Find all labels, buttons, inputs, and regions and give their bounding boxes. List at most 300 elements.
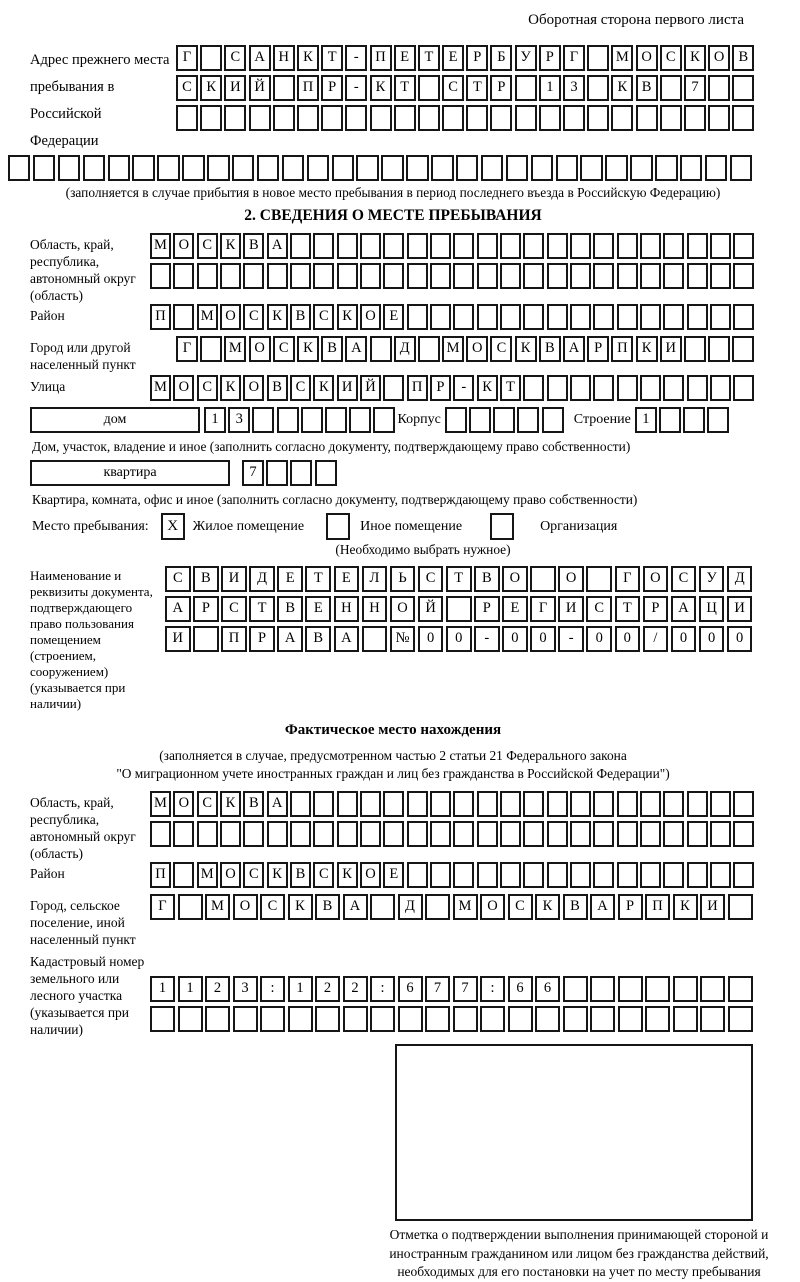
char-cell[interactable] (173, 821, 194, 847)
char-cell[interactable]: С (165, 566, 191, 592)
char-cell[interactable] (732, 105, 754, 131)
char-cell[interactable]: М (150, 233, 171, 259)
char-cell[interactable] (523, 375, 544, 401)
char-cell[interactable] (640, 263, 661, 289)
char-cell[interactable] (680, 155, 702, 181)
char-cell[interactable] (617, 791, 638, 817)
char-cell[interactable]: И (221, 566, 247, 592)
char-cell[interactable] (593, 233, 614, 259)
char-cell[interactable]: Т (615, 596, 641, 622)
char-cell[interactable] (290, 791, 311, 817)
char-cell[interactable]: С (490, 336, 512, 362)
char-cell[interactable] (617, 304, 638, 330)
char-cell[interactable]: Й (418, 596, 444, 622)
char-cell[interactable]: А (277, 626, 303, 652)
char-cell[interactable]: Г (530, 596, 556, 622)
char-cell[interactable]: 0 (699, 626, 725, 652)
char-cell[interactable] (453, 233, 474, 259)
char-cell[interactable] (337, 233, 358, 259)
char-cell[interactable] (337, 821, 358, 847)
char-cell[interactable]: Й (360, 375, 381, 401)
char-cell[interactable] (618, 976, 643, 1002)
char-cell[interactable]: П (221, 626, 247, 652)
char-cell[interactable] (220, 821, 241, 847)
char-cell[interactable] (523, 791, 544, 817)
char-cell[interactable]: К (515, 336, 537, 362)
char-cell[interactable] (663, 791, 684, 817)
char-cell[interactable] (733, 862, 754, 888)
char-cell[interactable] (708, 336, 730, 362)
char-cell[interactable] (157, 155, 179, 181)
char-cell[interactable]: О (708, 45, 730, 71)
char-cell[interactable]: Т (249, 596, 275, 622)
char-cell[interactable] (523, 233, 544, 259)
char-cell[interactable]: О (220, 862, 241, 888)
char-cell[interactable] (733, 263, 754, 289)
char-cell[interactable] (205, 1006, 230, 1032)
char-cell[interactable] (407, 263, 428, 289)
char-cell[interactable]: : (370, 976, 395, 1002)
char-cell[interactable] (477, 821, 498, 847)
char-cell[interactable] (273, 75, 295, 101)
char-cell[interactable]: В (474, 566, 500, 592)
char-cell[interactable]: В (321, 336, 343, 362)
char-cell[interactable] (733, 791, 754, 817)
char-cell[interactable]: В (305, 626, 331, 652)
char-cell[interactable] (707, 407, 729, 433)
char-cell[interactable]: О (636, 45, 658, 71)
char-cell[interactable] (418, 75, 440, 101)
char-cell[interactable]: Ь (390, 566, 416, 592)
char-cell[interactable]: Е (442, 45, 464, 71)
char-cell[interactable]: О (173, 233, 194, 259)
char-cell[interactable]: М (453, 894, 478, 920)
char-cell[interactable] (173, 263, 194, 289)
char-cell[interactable] (530, 566, 556, 592)
char-cell[interactable] (477, 862, 498, 888)
char-cell[interactable]: Т (305, 566, 331, 592)
char-cell[interactable] (360, 791, 381, 817)
char-cell[interactable]: О (390, 596, 416, 622)
char-cell[interactable] (587, 45, 609, 71)
char-cell[interactable]: - (345, 45, 367, 71)
char-cell[interactable]: 2 (205, 976, 230, 1002)
char-cell[interactable]: Р (430, 375, 451, 401)
char-cell[interactable] (173, 304, 194, 330)
char-cell[interactable] (200, 45, 222, 71)
char-cell[interactable] (547, 862, 568, 888)
char-cell[interactable] (207, 155, 229, 181)
char-cell[interactable] (687, 304, 708, 330)
char-cell[interactable] (710, 233, 731, 259)
char-cell[interactable]: Й (249, 75, 271, 101)
char-cell[interactable]: О (173, 791, 194, 817)
char-cell[interactable] (442, 105, 464, 131)
char-cell[interactable]: М (611, 45, 633, 71)
char-cell[interactable] (469, 407, 491, 433)
char-cell[interactable]: В (636, 75, 658, 101)
char-cell[interactable]: С (197, 233, 218, 259)
char-cell[interactable] (705, 155, 727, 181)
char-cell[interactable] (430, 821, 451, 847)
char-cell[interactable] (630, 155, 652, 181)
char-cell[interactable] (570, 791, 591, 817)
char-cell[interactable] (730, 155, 752, 181)
char-cell[interactable] (563, 976, 588, 1002)
char-cell[interactable] (232, 155, 254, 181)
char-cell[interactable] (249, 105, 271, 131)
char-cell[interactable]: В (563, 894, 588, 920)
char-cell[interactable] (383, 791, 404, 817)
char-cell[interactable] (313, 791, 334, 817)
char-cell[interactable] (356, 155, 378, 181)
char-cell[interactable]: Д (249, 566, 275, 592)
char-cell[interactable] (508, 1006, 533, 1032)
char-cell[interactable]: Р (643, 596, 669, 622)
char-cell[interactable]: П (370, 45, 392, 71)
char-cell[interactable]: К (220, 375, 241, 401)
char-cell[interactable] (570, 862, 591, 888)
char-cell[interactable] (313, 821, 334, 847)
char-cell[interactable]: М (205, 894, 230, 920)
char-cell[interactable]: И (700, 894, 725, 920)
char-cell[interactable]: - (558, 626, 584, 652)
char-cell[interactable]: С (313, 862, 334, 888)
char-cell[interactable] (418, 105, 440, 131)
char-cell[interactable]: О (466, 336, 488, 362)
char-cell[interactable] (673, 976, 698, 1002)
char-cell[interactable] (660, 75, 682, 101)
char-cell[interactable]: К (684, 45, 706, 71)
char-cell[interactable] (370, 105, 392, 131)
char-cell[interactable]: 6 (535, 976, 560, 1002)
char-cell[interactable] (58, 155, 80, 181)
char-cell[interactable] (645, 1006, 670, 1032)
char-cell[interactable]: И (224, 75, 246, 101)
char-cell[interactable]: № (390, 626, 416, 652)
char-cell[interactable]: С (586, 596, 612, 622)
char-cell[interactable]: И (660, 336, 682, 362)
char-cell[interactable]: П (407, 375, 428, 401)
char-cell[interactable]: А (345, 336, 367, 362)
char-cell[interactable] (687, 375, 708, 401)
char-cell[interactable]: А (267, 791, 288, 817)
char-cell[interactable]: М (442, 336, 464, 362)
char-cell[interactable] (315, 460, 337, 486)
char-cell[interactable]: Н (273, 45, 295, 71)
char-cell[interactable]: М (150, 375, 171, 401)
char-cell[interactable]: П (150, 304, 171, 330)
char-cell[interactable] (710, 821, 731, 847)
char-cell[interactable] (710, 791, 731, 817)
char-cell[interactable] (480, 1006, 505, 1032)
char-cell[interactable] (431, 155, 453, 181)
char-cell[interactable]: К (288, 894, 313, 920)
char-cell[interactable]: С (313, 304, 334, 330)
char-cell[interactable]: 6 (398, 976, 423, 1002)
char-cell[interactable] (477, 263, 498, 289)
char-cell[interactable]: Е (383, 862, 404, 888)
char-cell[interactable] (370, 336, 392, 362)
char-cell[interactable] (383, 263, 404, 289)
char-cell[interactable] (547, 375, 568, 401)
char-cell[interactable] (288, 1006, 313, 1032)
char-cell[interactable] (687, 791, 708, 817)
char-cell[interactable] (500, 791, 521, 817)
char-cell[interactable] (663, 375, 684, 401)
char-cell[interactable] (708, 105, 730, 131)
char-cell[interactable]: М (197, 862, 218, 888)
char-cell[interactable] (150, 821, 171, 847)
char-cell[interactable] (617, 233, 638, 259)
char-cell[interactable]: Т (394, 75, 416, 101)
char-cell[interactable]: Д (394, 336, 416, 362)
char-cell[interactable] (200, 105, 222, 131)
char-cell[interactable] (446, 596, 472, 622)
char-cell[interactable]: 2 (343, 976, 368, 1002)
char-cell[interactable] (593, 862, 614, 888)
char-cell[interactable]: Г (176, 336, 198, 362)
char-cell[interactable]: Г (563, 45, 585, 71)
char-cell[interactable] (663, 821, 684, 847)
char-cell[interactable] (710, 375, 731, 401)
char-cell[interactable] (500, 233, 521, 259)
char-cell[interactable] (282, 155, 304, 181)
char-cell[interactable] (493, 407, 515, 433)
char-cell[interactable]: О (360, 304, 381, 330)
char-cell[interactable] (732, 336, 754, 362)
char-cell[interactable] (539, 105, 561, 131)
char-cell[interactable]: В (243, 233, 264, 259)
char-cell[interactable] (617, 862, 638, 888)
char-cell[interactable] (590, 976, 615, 1002)
char-cell[interactable]: С (243, 304, 264, 330)
char-cell[interactable] (618, 1006, 643, 1032)
char-cell[interactable] (710, 304, 731, 330)
char-cell[interactable] (733, 304, 754, 330)
char-cell[interactable] (523, 304, 544, 330)
char-cell[interactable] (605, 155, 627, 181)
char-cell[interactable]: Ц (699, 596, 725, 622)
char-cell[interactable] (708, 75, 730, 101)
char-cell[interactable] (710, 263, 731, 289)
char-cell[interactable]: Н (334, 596, 360, 622)
char-cell[interactable] (453, 862, 474, 888)
char-cell[interactable]: С (260, 894, 285, 920)
char-cell[interactable] (430, 862, 451, 888)
char-cell[interactable]: П (645, 894, 670, 920)
char-cell[interactable]: 3 (228, 407, 250, 433)
char-cell[interactable]: А (671, 596, 697, 622)
char-cell[interactable]: 0 (446, 626, 472, 652)
char-cell[interactable]: П (150, 862, 171, 888)
char-cell[interactable] (150, 1006, 175, 1032)
char-cell[interactable]: 0 (727, 626, 753, 652)
char-cell[interactable]: С (197, 375, 218, 401)
char-cell[interactable]: 7 (242, 460, 264, 486)
char-cell[interactable]: В (290, 862, 311, 888)
char-cell[interactable]: П (611, 336, 633, 362)
char-cell[interactable] (684, 105, 706, 131)
char-cell[interactable] (523, 263, 544, 289)
char-cell[interactable]: 0 (615, 626, 641, 652)
char-cell[interactable] (477, 304, 498, 330)
char-cell[interactable]: С (197, 791, 218, 817)
char-cell[interactable]: С (660, 45, 682, 71)
char-cell[interactable] (580, 155, 602, 181)
char-cell[interactable] (663, 304, 684, 330)
char-cell[interactable]: Р (249, 626, 275, 652)
char-cell[interactable] (277, 407, 299, 433)
char-cell[interactable] (728, 894, 753, 920)
char-cell[interactable] (197, 263, 218, 289)
char-cell[interactable] (370, 1006, 395, 1032)
char-cell[interactable]: Е (502, 596, 528, 622)
char-cell[interactable]: А (563, 336, 585, 362)
char-cell[interactable]: Е (305, 596, 331, 622)
char-cell[interactable]: 0 (586, 626, 612, 652)
char-cell[interactable]: К (220, 233, 241, 259)
char-cell[interactable] (570, 233, 591, 259)
char-cell[interactable] (547, 821, 568, 847)
char-cell[interactable] (430, 233, 451, 259)
char-cell[interactable] (587, 105, 609, 131)
char-cell[interactable] (360, 263, 381, 289)
char-cell[interactable] (570, 821, 591, 847)
char-cell[interactable] (173, 862, 194, 888)
char-cell[interactable] (193, 626, 219, 652)
char-cell[interactable] (640, 233, 661, 259)
char-cell[interactable] (301, 407, 323, 433)
char-cell[interactable] (315, 1006, 340, 1032)
char-cell[interactable] (570, 263, 591, 289)
char-cell[interactable]: Р (587, 336, 609, 362)
char-cell[interactable]: М (197, 304, 218, 330)
char-cell[interactable] (383, 375, 404, 401)
char-cell[interactable] (617, 821, 638, 847)
char-cell[interactable] (732, 75, 754, 101)
char-cell[interactable]: С (224, 45, 246, 71)
char-cell[interactable]: - (453, 375, 474, 401)
char-cell[interactable]: Т (321, 45, 343, 71)
char-cell[interactable] (728, 976, 753, 1002)
char-cell[interactable] (332, 155, 354, 181)
char-cell[interactable] (257, 155, 279, 181)
char-cell[interactable] (83, 155, 105, 181)
char-cell[interactable] (290, 460, 312, 486)
char-cell[interactable] (700, 976, 725, 1002)
char-cell[interactable] (252, 407, 274, 433)
char-cell[interactable] (663, 233, 684, 259)
char-cell[interactable] (700, 1006, 725, 1032)
char-cell[interactable] (243, 821, 264, 847)
char-cell[interactable]: С (508, 894, 533, 920)
char-cell[interactable]: К (297, 336, 319, 362)
char-cell[interactable]: И (337, 375, 358, 401)
char-cell[interactable] (477, 791, 498, 817)
char-cell[interactable]: О (173, 375, 194, 401)
char-cell[interactable] (687, 233, 708, 259)
char-cell[interactable] (407, 791, 428, 817)
char-cell[interactable]: В (290, 304, 311, 330)
char-cell[interactable] (290, 821, 311, 847)
char-cell[interactable] (267, 263, 288, 289)
char-cell[interactable]: Т (446, 566, 472, 592)
char-cell[interactable]: Р (490, 75, 512, 101)
char-cell[interactable] (337, 263, 358, 289)
char-cell[interactable]: О (220, 304, 241, 330)
char-cell[interactable]: К (477, 375, 498, 401)
char-cell[interactable] (290, 233, 311, 259)
char-cell[interactable] (563, 105, 585, 131)
char-cell[interactable] (266, 460, 288, 486)
char-cell[interactable]: - (345, 75, 367, 101)
char-cell[interactable]: К (200, 75, 222, 101)
char-cell[interactable]: У (515, 45, 537, 71)
char-cell[interactable] (640, 375, 661, 401)
char-cell[interactable] (220, 263, 241, 289)
char-cell[interactable] (586, 566, 612, 592)
residential-checkbox[interactable]: X (161, 513, 185, 540)
char-cell[interactable] (394, 105, 416, 131)
char-cell[interactable] (453, 304, 474, 330)
char-cell[interactable] (132, 155, 154, 181)
char-cell[interactable]: Т (418, 45, 440, 71)
char-cell[interactable]: Д (398, 894, 423, 920)
char-cell[interactable]: Р (539, 45, 561, 71)
char-cell[interactable]: К (636, 336, 658, 362)
char-cell[interactable] (321, 105, 343, 131)
char-cell[interactable] (33, 155, 55, 181)
char-cell[interactable] (523, 862, 544, 888)
char-cell[interactable]: Е (277, 566, 303, 592)
char-cell[interactable] (325, 407, 347, 433)
char-cell[interactable] (593, 375, 614, 401)
char-cell[interactable] (531, 155, 553, 181)
char-cell[interactable]: 0 (418, 626, 444, 652)
char-cell[interactable] (500, 862, 521, 888)
char-cell[interactable] (200, 336, 222, 362)
char-cell[interactable] (640, 304, 661, 330)
char-cell[interactable]: В (732, 45, 754, 71)
char-cell[interactable] (407, 304, 428, 330)
char-cell[interactable]: Т (500, 375, 521, 401)
char-cell[interactable] (684, 336, 706, 362)
char-cell[interactable] (233, 1006, 258, 1032)
char-cell[interactable]: 0 (671, 626, 697, 652)
char-cell[interactable]: Е (394, 45, 416, 71)
char-cell[interactable]: С (671, 566, 697, 592)
char-cell[interactable] (481, 155, 503, 181)
char-cell[interactable] (733, 375, 754, 401)
char-cell[interactable]: К (611, 75, 633, 101)
char-cell[interactable]: : (480, 976, 505, 1002)
char-cell[interactable]: О (233, 894, 258, 920)
char-cell[interactable] (381, 155, 403, 181)
char-cell[interactable] (547, 304, 568, 330)
char-cell[interactable] (515, 75, 537, 101)
char-cell[interactable]: 1 (204, 407, 226, 433)
other-premises-checkbox[interactable] (326, 513, 350, 540)
char-cell[interactable] (570, 375, 591, 401)
char-cell[interactable] (178, 894, 203, 920)
char-cell[interactable] (445, 407, 467, 433)
char-cell[interactable]: С (176, 75, 198, 101)
char-cell[interactable]: К (337, 304, 358, 330)
char-cell[interactable] (430, 791, 451, 817)
char-cell[interactable] (593, 821, 614, 847)
char-cell[interactable]: О (502, 566, 528, 592)
